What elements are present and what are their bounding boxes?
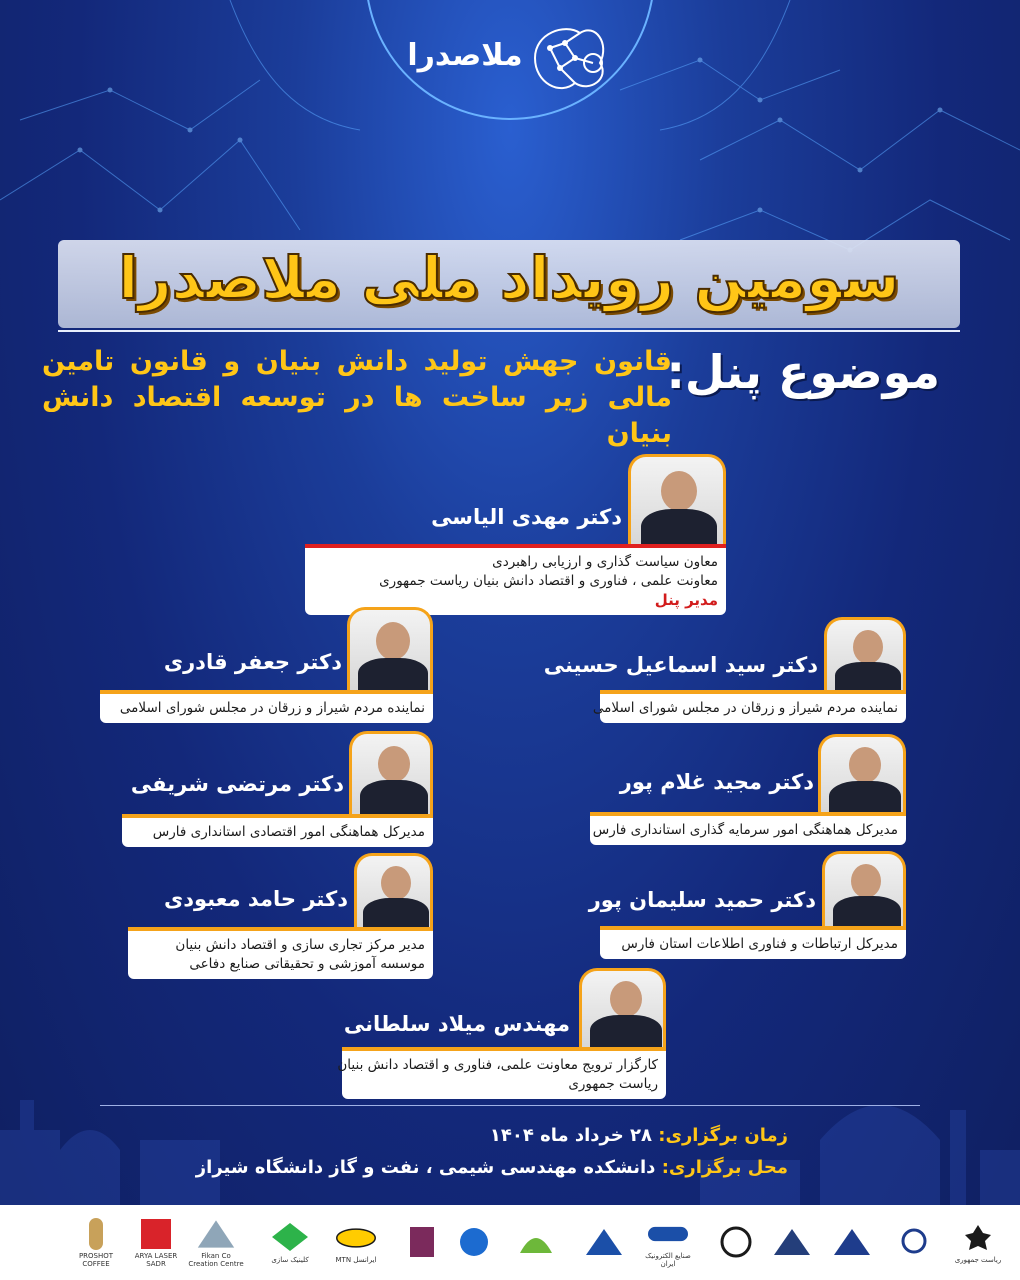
sponsor-logo: [392, 1212, 452, 1272]
speaker-name: دکتر حامد معبودی: [163, 887, 348, 911]
sponsor-logo: [762, 1212, 822, 1272]
speaker-name: دکتر مرتضی شریفی: [130, 772, 344, 796]
moderator-name: دکتر مهدی الیاسی: [431, 505, 622, 529]
sponsor-logo: [444, 1212, 504, 1272]
sponsor-logo: PROSHOT COFFEE: [66, 1212, 126, 1272]
sponsor-logo: [822, 1212, 882, 1272]
panel-label: موضوع پنل:: [666, 345, 940, 399]
panel-topic: قانون جهش تولید دانش بنیان و قانون تامین مالی زیر ساخت ها در توسعه اقتصاد دانش بنیان: [42, 346, 672, 449]
sponsor-logo: [706, 1212, 766, 1272]
event-time: زمان برگزاری: ۲۸ خرداد ماه ۱۴۰۴: [489, 1125, 788, 1146]
sponsor-logo: صنایع الکترونیک ایران: [638, 1212, 698, 1272]
speaker-role: مدیرکل هماهنگی امور سرمایه گذاری استانداری فارس: [590, 812, 906, 845]
moderator-role: معاون سیاست گذاری و ارزیابی راهبردی معاونت علمی ، فناوری و اقتصاد دانش بنیان ریاست جمهوری مدیر پنل: [305, 544, 726, 615]
speaker-photo: [818, 734, 906, 814]
sponsor-logo: ایرانسل MTN: [326, 1212, 386, 1272]
event-place: محل برگزاری: دانشکده مهندسی شیمی ، نفت و گاز دانشگاه شیراز: [195, 1157, 788, 1178]
speaker-role: نماینده مردم شیراز و زرقان در مجلس شورای اسلامی: [100, 690, 433, 723]
speaker-name: دکتر حمید سلیمان پور: [588, 888, 816, 912]
speaker-name: دکتر جعفر قادری: [163, 650, 342, 674]
sponsor-logo: [884, 1212, 944, 1272]
speaker-role: مدیرکل هماهنگی امور اقتصادی استانداری فارس: [122, 814, 433, 847]
speaker-photo: [354, 853, 433, 929]
speaker-role: کارگزار ترویج معاونت علمی، فناوری و اقتصاد دانش بنیان ریاست جمهوری: [342, 1047, 666, 1099]
speaker-photo: [824, 617, 906, 691]
sponsor-logo: [574, 1212, 634, 1272]
speaker-photo: [349, 731, 433, 815]
title-divider: [58, 330, 960, 332]
sponsor-logo: ریاست جمهوری: [948, 1212, 1008, 1272]
speaker-photo: [822, 851, 906, 927]
moderator-badge: مدیر پنل: [654, 591, 718, 609]
footer-divider: [100, 1105, 920, 1106]
speaker-name: دکتر مجید غلام پور: [619, 770, 814, 794]
speaker-role: مدیر مرکز تجاری سازی و اقتصاد دانش بنیان موسسه آموزشی و تحقیقاتی صنایع دفاعی: [128, 927, 433, 979]
sponsor-logo: کلینیک سازی: [260, 1212, 320, 1272]
sponsor-logo: Fikan Co Creation Centre: [186, 1212, 246, 1272]
speaker-name: دکتر سید اسماعیل حسینی: [543, 653, 818, 677]
speaker-photo: [579, 968, 666, 1048]
sponsor-logo: ARYA LASER SADR: [126, 1212, 186, 1272]
speaker-role: مدیرکل ارتباطات و فناوری اطلاعات استان فارس: [600, 926, 906, 959]
moderator-photo: [628, 454, 726, 546]
event-title: سومین رویداد ملی ملاصدرا: [118, 244, 900, 312]
speaker-name: مهندس میلاد سلطانی: [343, 1012, 570, 1036]
speaker-photo: [347, 607, 433, 691]
speaker-role: نماینده مردم شیراز و زرقان در مجلس شورای اسلامی: [600, 690, 906, 723]
brain-gear-icon: [525, 18, 615, 98]
sponsor-logo: [506, 1212, 566, 1272]
logo-text: ملاصدرا: [407, 38, 523, 73]
